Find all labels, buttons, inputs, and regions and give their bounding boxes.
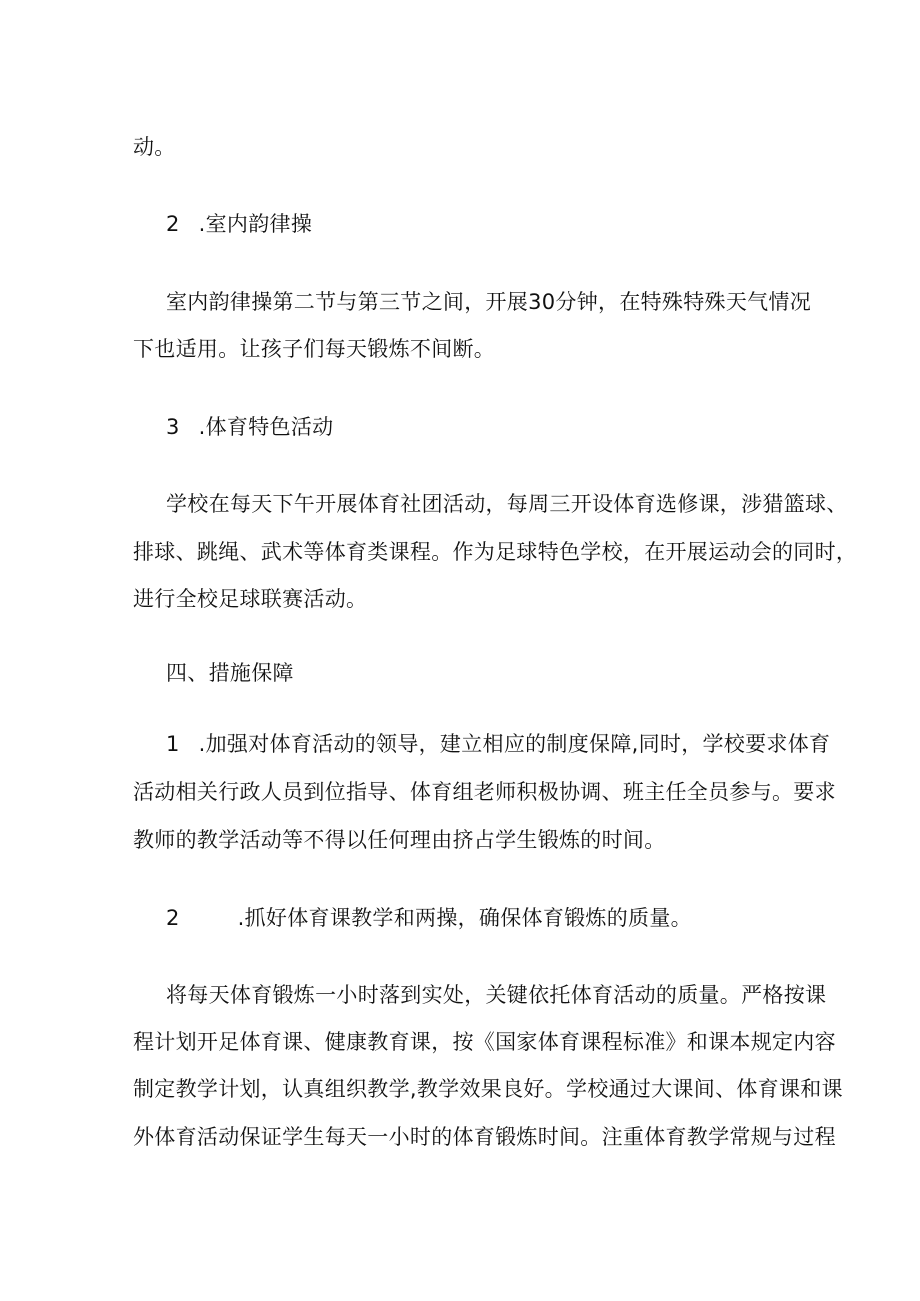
paragraph-line: 学校在每天下午开展体育社团活动，每周三开设体育选修课，涉猎篮球、 <box>166 492 848 516</box>
section-number: 2 <box>166 212 180 236</box>
section-number: 3 <box>166 415 180 439</box>
item-text: .抓好体育课教学和两操，确保体育锻炼的质量。 <box>237 906 692 930</box>
paragraph-line: 下也适用。让孩子们每天锻炼不间断。 <box>133 337 496 361</box>
paragraph-line: 程计划开足体育课、健康教育课，按《国家体育课程标准》和课本规定内容 <box>133 1030 836 1054</box>
part-heading: 四、措施保障 <box>166 661 294 685</box>
section-title: .体育特色活动 <box>198 415 334 439</box>
measure-item-2 <box>166 903 692 933</box>
paragraph-line: 进行全校足球联赛活动。 <box>133 587 368 611</box>
continued-text-line: 动。 <box>133 135 176 159</box>
item-text: .加强对体育活动的领导，建立相应的制度保障,同时，学校要求体育 <box>198 732 831 756</box>
item-number: 2 <box>166 906 180 930</box>
paragraph-line: 教师的教学活动等不得以任何理由挤占学生锻炼的时间。 <box>133 828 666 852</box>
section-heading-2 <box>166 209 312 239</box>
paragraph-line: 外体育活动保证学生每天一小时的体育锻炼时间。注重体育教学常规与过程 <box>133 1125 836 1149</box>
paragraph-line: 制定教学计划，认真组织教学,教学效果良好。学校通过大课间、体育课和课 <box>133 1077 843 1101</box>
paragraph-line: 将每天体育锻炼一小时落到实处，关键依托体育活动的质量。严格按课 <box>166 983 827 1007</box>
item-number: 1 <box>166 732 180 756</box>
section-title: .室内韵律操 <box>198 212 313 236</box>
section-heading-3 <box>166 412 333 442</box>
paragraph-line: 活动相关行政人员到位指导、体育组老师积极协调、班主任全员参与。要求 <box>133 780 836 804</box>
paragraph-line: 室内韵律操第二节与第三节之间，开展30分钟，在特殊特殊天气情况 <box>166 290 812 314</box>
measure-item-1 <box>166 729 830 759</box>
paragraph-line: 排球、跳绳、武术等体育类课程。作为足球特色学校，在开展运动会的同时， <box>133 540 858 564</box>
